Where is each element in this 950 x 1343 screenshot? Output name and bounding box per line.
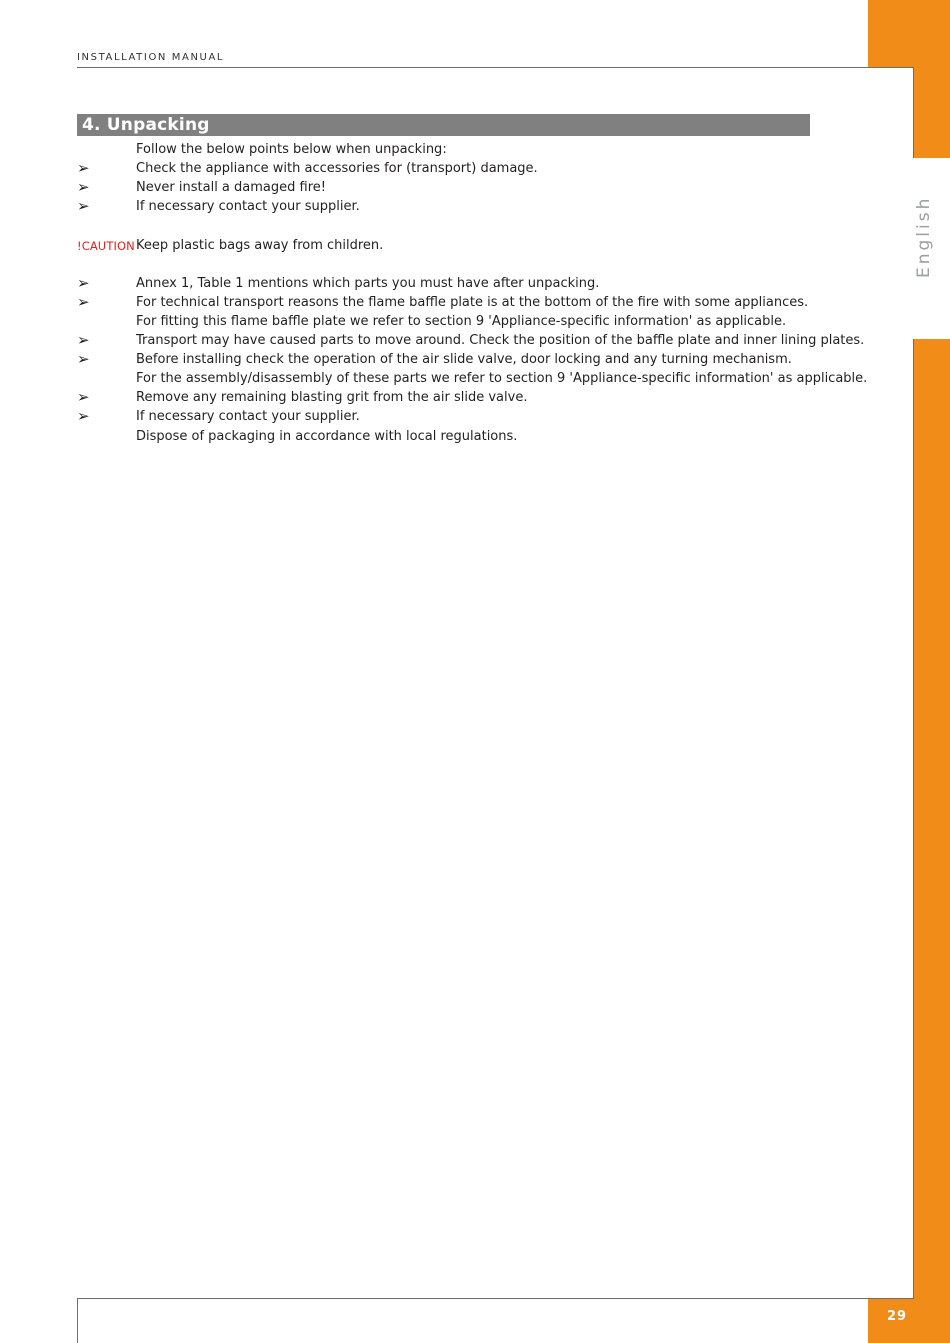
line-text: Check the appliance with accessories for (transport) damage. [136,161,538,177]
footer-rule [77,1298,914,1299]
arrow-bullet-icon: ➢ [77,197,90,216]
arrow-bullet-icon: ➢ [77,388,90,407]
frame-right-top [913,67,914,158]
line-text: Dispose of packaging in accordance with local regulations. [136,428,518,444]
orange-side-strip [913,339,950,1343]
arrow-bullet-icon: ➢ [77,331,90,349]
line-text: If necessary contact your supplier. [136,409,360,425]
orange-tab-top-extension [913,68,950,158]
orange-tab-top [868,0,950,68]
arrow-bullet-icon: ➢ [77,159,90,178]
header-rule [77,67,913,68]
caution-text: Keep plastic bags away from children. [136,237,384,253]
line-text: For technical transport reasons the flame baffle plate is at the bottom of the fire with some appliances. [136,294,809,310]
frame-right-bottom [913,339,914,1298]
intro-text: Follow the below points below when unpacking: [136,142,447,157]
line-text: Before installing check the operation of the air slide valve, door locking and any turning mechanism. [136,352,792,368]
section-title: 4. Unpacking [82,115,210,135]
section-heading-bar [77,114,810,136]
arrow-bullet-icon: ➢ [77,292,90,311]
line-text: For fitting this flame baffle plate we refer to section 9 'Appliance-specific information' as applicable. [136,313,787,329]
caution-label: !CAUTION [77,238,135,253]
line-text: For the assembly/disassembly of these parts we refer to section 9 'Appliance-specific information' as applicable. [136,371,868,387]
arrow-bullet-icon: ➢ [77,350,90,369]
arrow-bullet-icon: ➢ [77,407,90,426]
arrow-bullet-icon: ➢ [77,273,90,292]
footer-left-edge [77,1298,78,1343]
page-number: 29 [886,1309,908,1324]
line-text: Annex 1, Table 1 mentions which parts you must have after unpacking. [136,275,600,291]
running-header: INSTALLATION MANUAL [77,52,225,63]
line-text: Transport may have caused parts to move around. Check the position of the baffle plate and inner lining plates. [136,333,865,348]
arrow-bullet-icon: ➢ [77,178,90,197]
line-text: If necessary contact your supplier. [136,199,360,215]
line-text: Never install a damaged fire! [136,180,326,196]
line-text: Remove any remaining blasting grit from the air slide valve. [136,390,528,406]
language-tab-label: English [914,195,934,278]
